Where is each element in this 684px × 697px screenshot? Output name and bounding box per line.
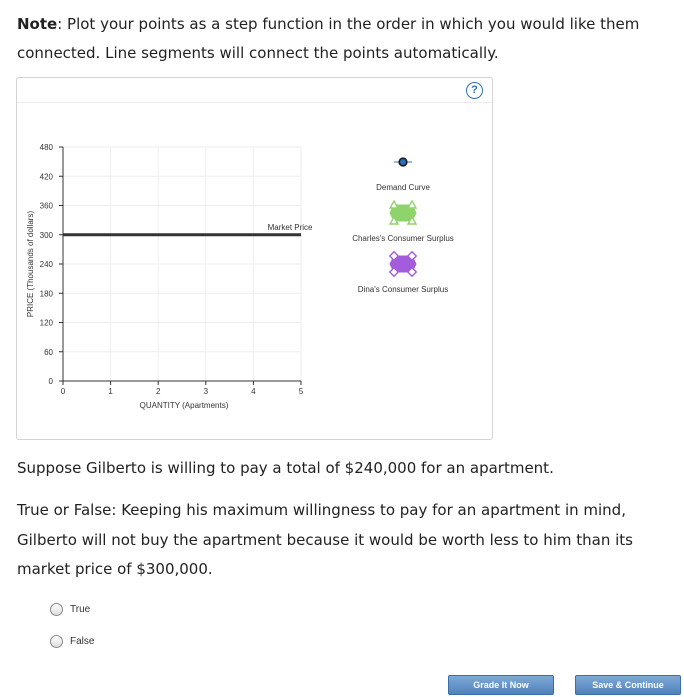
y-tick-label: 360 bbox=[39, 201, 53, 211]
x-tick-label: 0 bbox=[60, 387, 66, 396]
grade-it-now-button[interactable]: Grade It Now bbox=[448, 675, 554, 695]
legend-label: Dina's Consumer Surplus bbox=[357, 285, 449, 294]
y-tick-label: 180 bbox=[39, 289, 53, 299]
option-false-label: False bbox=[70, 635, 95, 647]
option-true[interactable] bbox=[50, 601, 90, 617]
help-icon[interactable]: ? bbox=[466, 82, 483, 99]
instruction-note bbox=[17, 10, 677, 68]
y-tick-label: 300 bbox=[39, 230, 53, 240]
question-scenario: Suppose Gilberto is willing to pay a total of $240,000 for an apartment. bbox=[17, 459, 554, 477]
x-tick-label: 4 bbox=[251, 387, 256, 396]
y-tick-label: 240 bbox=[39, 260, 53, 269]
graph-panel bbox=[16, 77, 493, 440]
demand-point-icon bbox=[399, 158, 407, 166]
save-continue-button[interactable]: Save & Continue bbox=[575, 675, 681, 695]
x-tick-label: 2 bbox=[155, 387, 161, 396]
market-price-label: Market Price bbox=[267, 222, 313, 232]
x-axis-label: QUANTITY (Apartments) bbox=[139, 401, 229, 410]
x-tick-label: 3 bbox=[203, 387, 209, 396]
radio-false[interactable] bbox=[50, 635, 63, 648]
charles-surplus-tool[interactable] bbox=[352, 201, 454, 243]
note-label: Note bbox=[17, 15, 58, 33]
x-tick-label: 5 bbox=[298, 387, 304, 396]
y-tick-label: 120 bbox=[39, 318, 53, 328]
y-tick-label: 480 bbox=[39, 143, 53, 152]
option-false[interactable] bbox=[50, 633, 94, 649]
demand-curve-tool[interactable] bbox=[376, 158, 430, 192]
chart[interactable] bbox=[17, 78, 492, 439]
legend-label: Charles's Consumer Surplus bbox=[352, 234, 454, 243]
y-tick-label: 60 bbox=[44, 347, 53, 357]
option-true-label: True bbox=[70, 603, 91, 615]
question-prompt: True or False: Keeping his maximum willingness to pay for an apartment in mind, Gilberto will not buy the apartment because it would be worth less to him than its market price of $300,000. bbox=[17, 501, 633, 578]
y-axis-label: PRICE (Thousands of dollars) bbox=[26, 210, 35, 318]
note-text: : Plot your points as a step function in the order in which you would like them connected. Line segments will connect the points automatically. bbox=[17, 15, 640, 62]
y-tick-label: 0 bbox=[48, 377, 53, 386]
y-tick-label: 420 bbox=[39, 172, 53, 182]
radio-true[interactable] bbox=[50, 603, 63, 616]
legend-label: Demand Curve bbox=[376, 183, 430, 192]
dina-surplus-tool[interactable] bbox=[358, 252, 448, 294]
vertex-triangle-icon bbox=[408, 201, 416, 208]
x-tick-label: 1 bbox=[108, 387, 113, 396]
vertex-triangle-icon bbox=[390, 201, 398, 208]
